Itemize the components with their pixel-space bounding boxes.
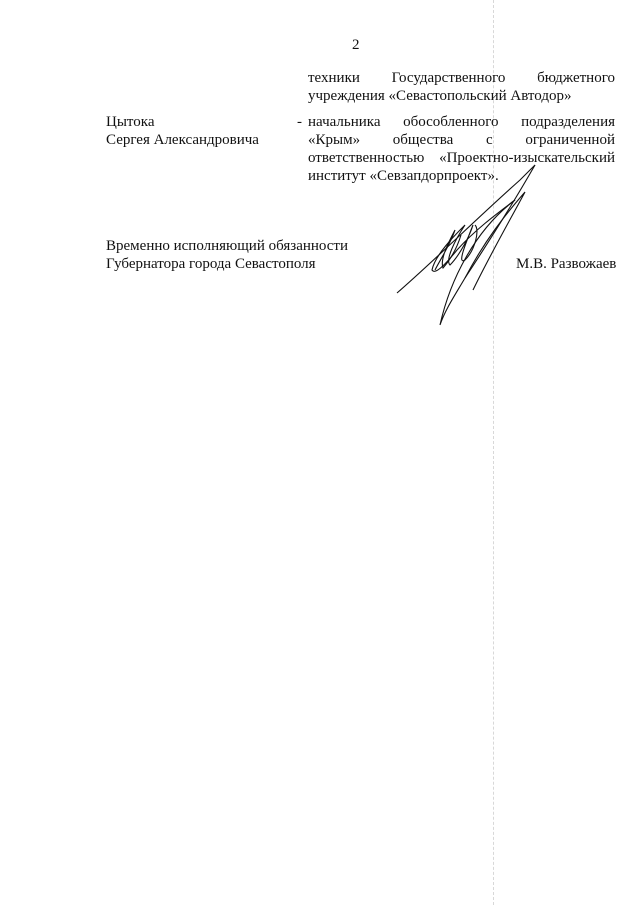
person-surname: Цытока bbox=[106, 114, 155, 130]
person-given-names: Сергея Александровича bbox=[106, 132, 259, 148]
position-line: «Крым» общества с ограниченной bbox=[308, 132, 615, 148]
position-line: ответственностью «Проектно-изыскательский bbox=[308, 150, 615, 166]
page-number: 2 bbox=[352, 37, 360, 53]
signer-title-line: Временно исполняющий обязанности bbox=[106, 238, 349, 254]
position-line: учреждения «Севастопольский Автодор» bbox=[308, 88, 572, 104]
position-line: начальника обособленного подразделения bbox=[308, 114, 615, 130]
signer-name: М.В. Развожаев bbox=[516, 256, 617, 272]
signer-title-line: Губернатора города Севастополя bbox=[106, 256, 316, 272]
position-line: техники Государственного бюджетного bbox=[308, 70, 615, 86]
handwritten-signature bbox=[395, 160, 555, 330]
entry-dash: - bbox=[297, 114, 302, 130]
position-line: институт «Севзапдорпроект». bbox=[308, 168, 499, 184]
